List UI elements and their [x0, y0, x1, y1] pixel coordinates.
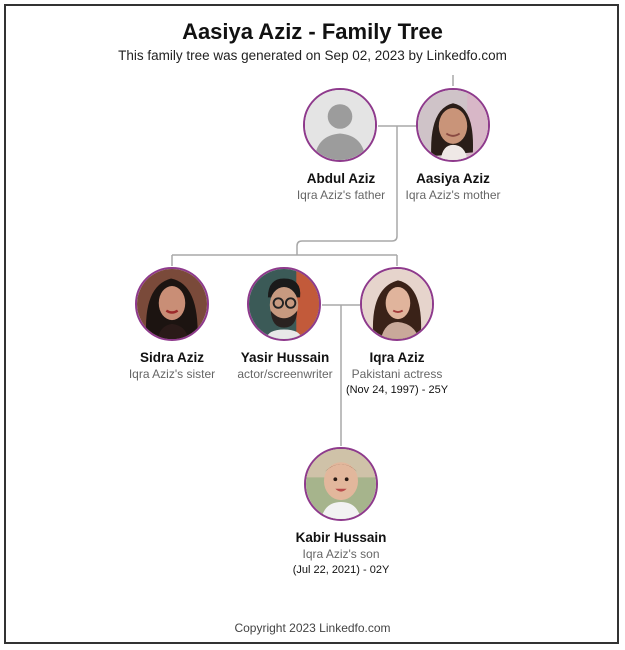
person-role: Iqra Aziz's father	[296, 188, 386, 202]
copyright: Copyright 2023 Linkedfo.com	[234, 621, 391, 635]
person-role: Iqra Aziz's sister	[128, 367, 216, 381]
portrait-image	[306, 449, 376, 519]
person-name[interactable]: Abdul Aziz	[306, 171, 376, 186]
aasiya-aziz-photo[interactable]	[416, 88, 490, 162]
iqra-aziz-label	[322, 349, 472, 398]
iqra-aziz-photo[interactable]	[360, 267, 434, 341]
person-name[interactable]: Kabir Hussain	[295, 530, 387, 545]
portrait-image	[249, 269, 319, 339]
kabir-hussain-label	[266, 529, 416, 578]
kabir-hussain-photo[interactable]	[304, 447, 378, 521]
person-role: Pakistani actress	[351, 367, 443, 381]
person-role: actor/screenwriter	[237, 367, 333, 381]
page-title: Aasiya Aziz - Family Tree	[182, 19, 443, 44]
portrait-image	[418, 90, 488, 160]
person-dates: (Nov 24, 1997) - 25Y	[345, 384, 449, 396]
page-subtitle: This family tree was generated on Sep 02, 2023 by Linkedfo.com	[118, 48, 507, 63]
abdul-aziz-photo[interactable]	[303, 88, 377, 162]
person-name[interactable]: Yasir Hussain	[240, 350, 330, 365]
aasiya-aziz-label	[378, 170, 528, 203]
person-role: Iqra Aziz's mother	[405, 188, 501, 202]
default-avatar-icon	[305, 90, 375, 160]
person-role: Iqra Aziz's son	[302, 547, 380, 561]
person-dates: (Jul 22, 2021) - 02Y	[292, 564, 390, 576]
person-name[interactable]: Aasiya Aziz	[416, 171, 490, 186]
person-name[interactable]: Sidra Aziz	[139, 350, 204, 365]
portrait-image	[137, 269, 207, 339]
person-name[interactable]: Iqra Aziz	[369, 350, 425, 365]
yasir-hussain-photo[interactable]	[247, 267, 321, 341]
portrait-image	[362, 269, 432, 339]
sidra-aziz-photo[interactable]	[135, 267, 209, 341]
